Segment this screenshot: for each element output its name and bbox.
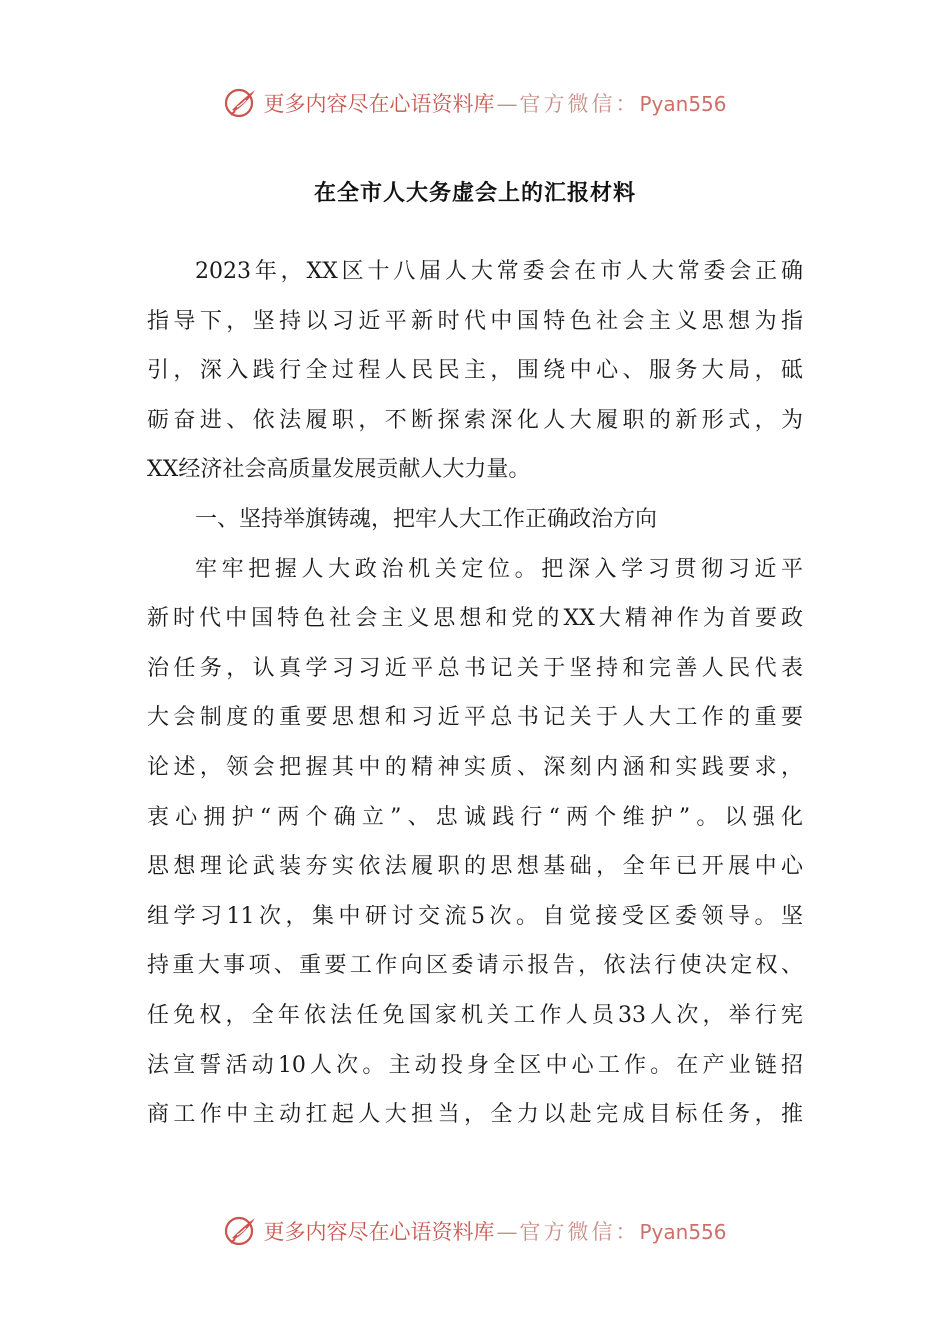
watermark-wechat-label: 官方微信： xyxy=(519,1220,640,1244)
section-heading: 一、坚持举旗铸魂，把牢人大工作正确政治方向 xyxy=(195,506,658,532)
watermark-separator: — xyxy=(496,1220,518,1244)
watermark-wechat-label: 官方微信： xyxy=(519,92,640,116)
watermark-wechat-id: Pyan556 xyxy=(639,1220,727,1244)
document-body xyxy=(147,247,803,1140)
body-line: 商工作中主动扛起人大担当，全力以赴完成目标任务，推 xyxy=(147,1102,803,1128)
body-line: 牢牢把握人大政治机关定位。把深入学习贯彻习近平 xyxy=(195,556,803,582)
body-line: 大会制度的重要思想和习近平总书记关于人大工作的重要 xyxy=(147,705,803,731)
body-line: 论述，领会把握其中的精神实质、深刻内涵和实践要求， xyxy=(147,754,803,780)
body-line: 治任务，认真学习习近平总书记关于坚持和完善人民代表 xyxy=(147,655,803,681)
body-line: 指导下，坚持以习近平新时代中国特色社会主义思想为指 xyxy=(147,308,803,334)
quill-pen-logo-icon xyxy=(223,85,259,121)
body-line: 新时代中国特色社会主义思想和党的XX大精神作为首要政 xyxy=(147,606,803,632)
footer-watermark xyxy=(0,1206,950,1256)
header-watermark xyxy=(0,78,950,128)
watermark-brand: 更多内容尽在心语资料库 xyxy=(263,92,495,116)
body-line: 持重大事项、重要工作向区委请示报告，依法行使决定权、 xyxy=(147,953,803,979)
watermark-wechat-id: Pyan556 xyxy=(639,92,727,116)
body-line: XX经济社会高质量发展贡献人大力量。 xyxy=(147,457,531,483)
body-line: 引，深入践行全过程人民民主，围绕中心、服务大局，砥 xyxy=(147,358,803,384)
body-line: 思想理论武装夯实依法履职的思想基础，全年已开展中心 xyxy=(147,854,803,880)
document-title: 在全市人大务虚会上的汇报材料 xyxy=(313,181,636,206)
watermark-brand: 更多内容尽在心语资料库 xyxy=(263,1220,495,1244)
body-line: 砺奋进、依法履职，不断探索深化人大履职的新形式，为 xyxy=(147,407,803,433)
watermark-text xyxy=(263,1216,726,1246)
body-line: 2023年，XX区十八届人大常委会在市人大常委会正确 xyxy=(195,259,803,284)
body-line: 任免权，全年依法任免国家机关工作人员33人次，举行宪 xyxy=(147,1002,803,1028)
quill-pen-logo-icon xyxy=(223,1213,259,1249)
watermark-text xyxy=(263,88,726,118)
watermark-separator: — xyxy=(496,92,518,116)
body-line: 衷心拥护“两个确立”、忠诚践行“两个维护”。以强化 xyxy=(147,804,803,830)
body-line: 法宣誓活动10人次。主动投身全区中心工作。在产业链招 xyxy=(147,1052,803,1078)
body-line: 组学习11次，集中研讨交流5次。自觉接受区委领导。坚 xyxy=(147,903,803,929)
